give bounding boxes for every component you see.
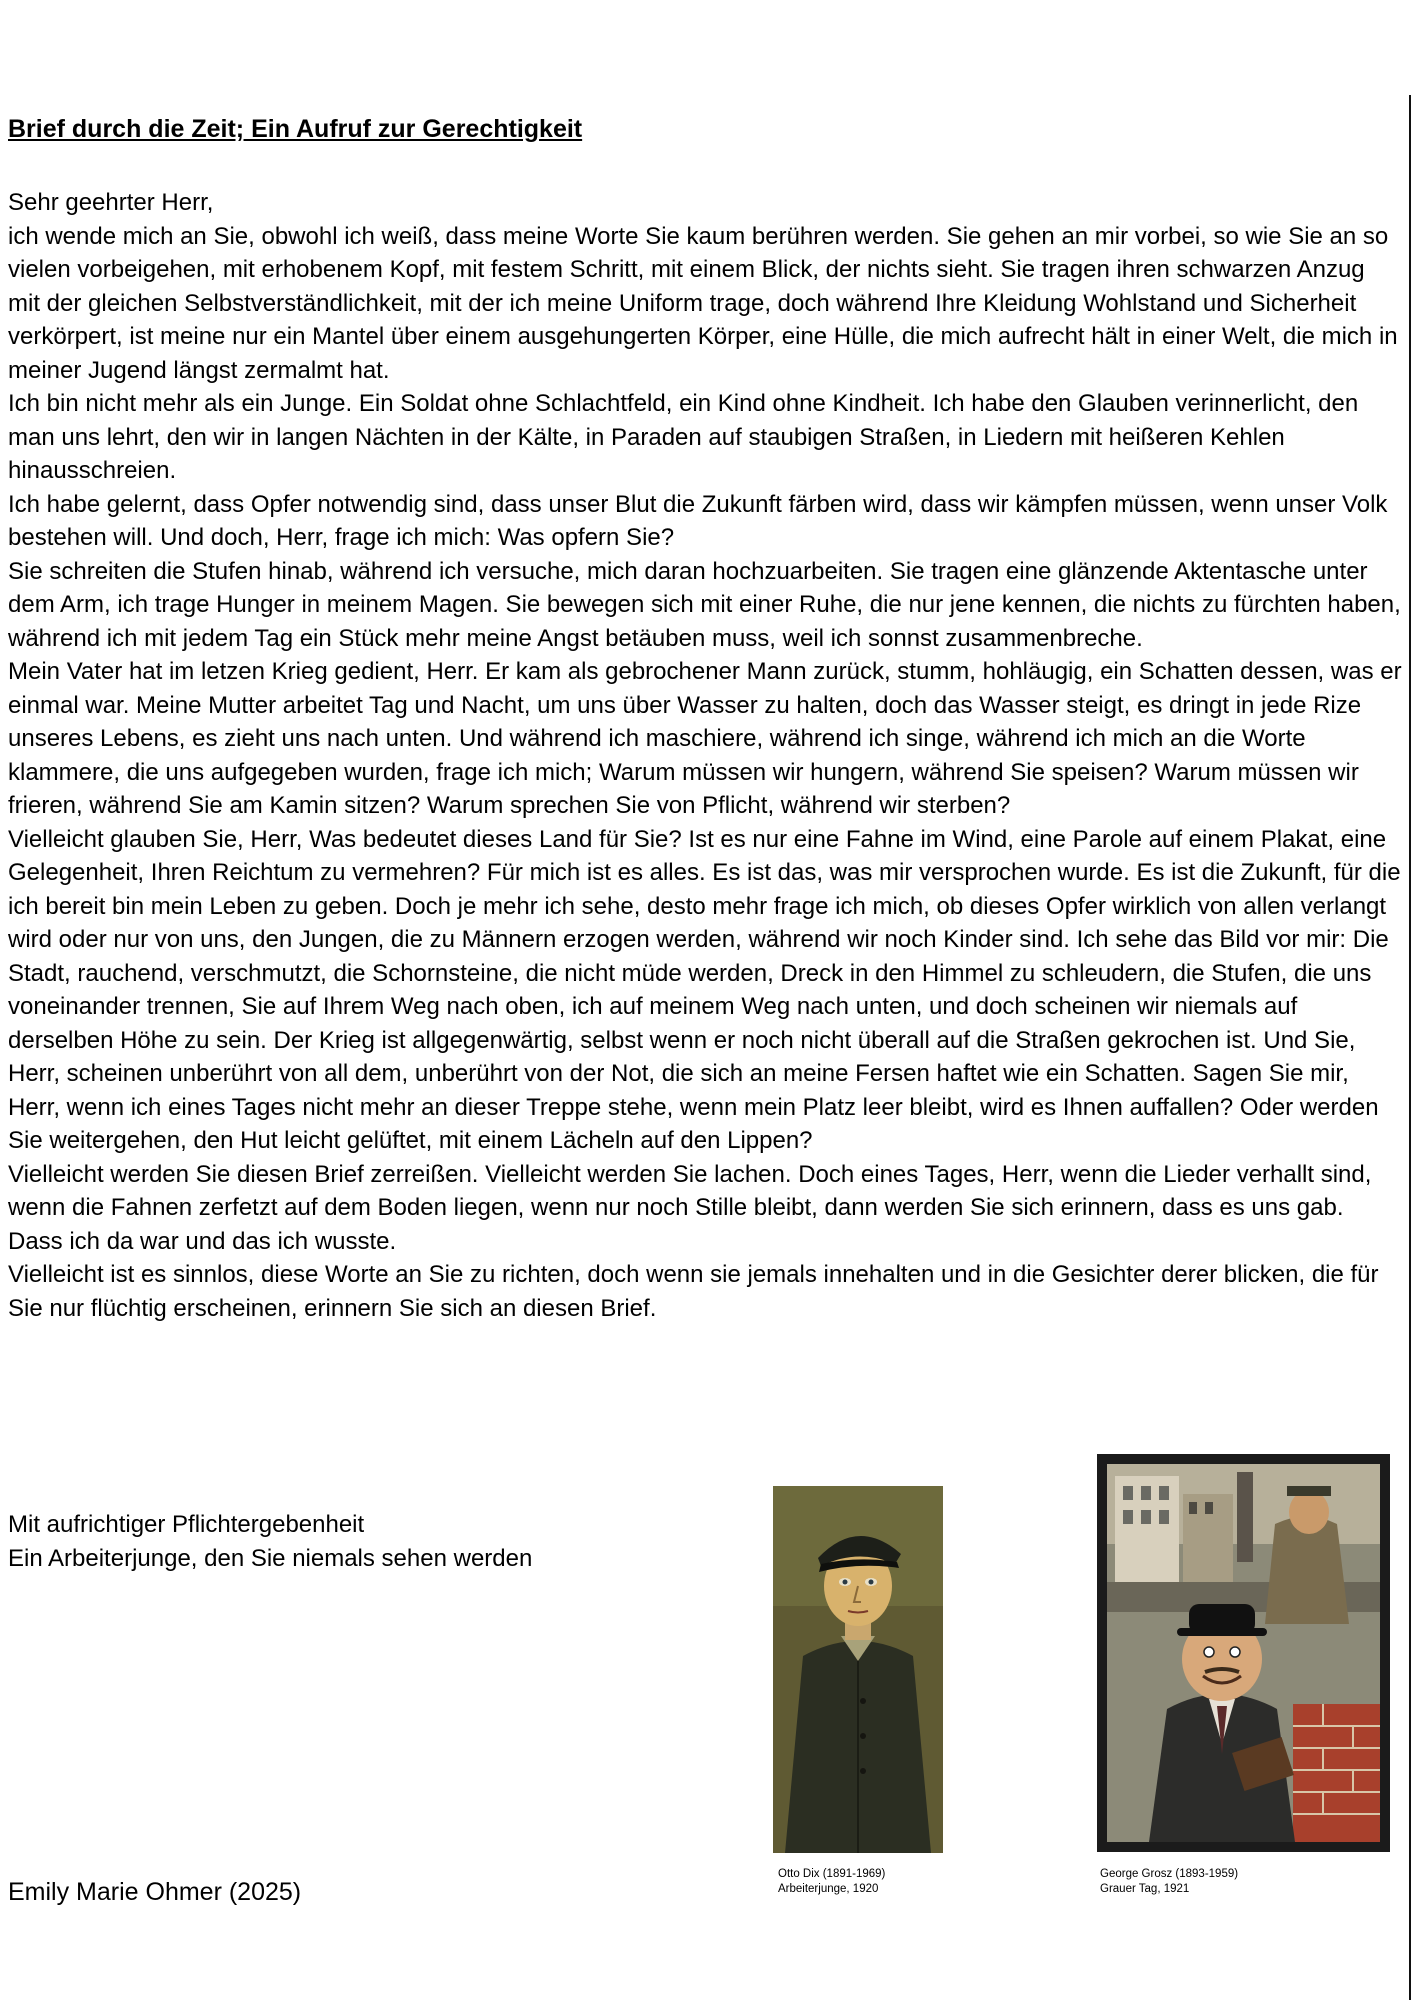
paragraph: Ich habe gelernt, dass Opfer notwendig sind, dass unser Blut die Zukunft färben wird, dass wir kämpfen müssen, wenn unser Volk bestehen will. Und doch, Herr, frage ich mich: Was opfern Sie? bbox=[8, 490, 1388, 551]
paragraph: ich wende mich an Sie, obwohl ich weiß, dass meine Worte Sie kaum berühren werden. Sie gehen an mir vorbei, so wie Sie an so vielen vorbeigehen, mit erhobenem Kopf, mit festem Schritt, mit einem Blick, der nichts sieht. Sie tragen ihren schwarzen Anzug mit der gleichen Selbstverständlichkeit, mit der ich meine Uniform trage, doch während Ihre Kleidung Wohlstand und Sicherheit verkörpert, ist meine nur ein Mantel über einem ausgehungerten Körper, eine Hülle, die mich aufrecht hält in einer Welt, die mich in meiner Jugend längst zermalmt hat. bbox=[8, 222, 1398, 384]
paragraph: Sie schreiten die Stufen hinab, während ich versuche, mich daran hochzuarbeiten. Sie tragen eine glänzende Aktentasche unter dem Arm, ich trage Hunger in meinem Magen. Sie bewegen sich mit einer Ruhe, die nur jene kennen, die nichts zu fürchten haben, während ich mit jedem Tag ein Stück mehr meine Angst betäuben muss, weil ich sonnst zusammenbreche. bbox=[8, 557, 1401, 652]
paragraph: Mein Vater hat im letzen Krieg gedient, Herr. Er kam als gebrochener Mann zurück, stumm, hohläugig, ein Schatten dessen, was er einmal war. Meine Mutter arbeitet Tag und Nacht, um uns über Wasser zu halten, doch das Wasser steigt, es dringt in jede Rize unseres Lebens, es zieht uns nach unten. Und während ich maschiere, während ich singe, während ich mich an die Worte klammere, die uns aufgegeben wurden, frage ich mich; Warum müssen wir hungern, während Sie speisen? Warum müssen wir frieren, während Sie am Kamin sitzen? Warum sprechen Sie von Pflicht, während wir sterben? bbox=[8, 658, 1402, 819]
caption-title: Arbeiterjunge, 1920 bbox=[778, 1883, 879, 1895]
caption-grosz bbox=[1100, 1867, 1238, 1897]
paragraph: Vielleicht werden Sie diesen Brief zerreißen. Vielleicht werden Sie lachen. Doch eines Tages, Herr, wenn die Lieder verhallt sind, wenn die Fahnen zerfetzt auf dem Boden liegen, wenn nur noch Stille bleibt, dann werden Sie sich erinnern, dass es uns gab. Dass ich da war und das ich wusste. bbox=[8, 1160, 1372, 1255]
document-title: Brief durch die Zeit; Ein Aufruf zur Gerechtigkeit bbox=[8, 115, 583, 143]
page-edge-divider bbox=[1409, 95, 1411, 2000]
salutation: Sehr geehrter Herr, bbox=[8, 189, 214, 216]
caption-artist: Otto Dix (1891-1969) bbox=[778, 1868, 886, 1880]
closing-line: Mit aufrichtiger Pflichtergebenheit bbox=[8, 1511, 365, 1538]
letter-closing bbox=[8, 1508, 532, 1575]
paragraph: Vielleicht glauben Sie, Herr, Was bedeutet dieses Land für Sie? Ist es nur eine Fahne im Wind, eine Parole auf einem Plakat, eine Gelegenheit, Ihren Reichtum zu vermehren? Für mich ist es alles. Es ist das, was mir versprochen wurde. Es ist die Zukunft, für die ich bereit bin mein Leben zu geben. Doch je mehr ich sehe, desto mehr frage ich mich, ob dieses Opfer wirklich von allen verlangt wird oder nur von uns, den Jungen, die zu Männern erzogen werden, während wir noch Kinder sind. Ich sehe das Bild vor mir: Die Stadt, rauchend, verschmutzt, die Schornsteine, die nicht müde werden, Dreck in den Himmel zu schleudern, die Stufen, die uns voneinander trennen, Sie auf Ihrem Weg nach oben, ich auf meinem Weg nach unten, und doch scheinen wir niemals auf derselben Höhe zu sein. Der Krieg ist allgegenwärtig, selbst wenn er noch nicht überall auf die Straßen gekrochen ist. Und Sie, Herr, scheinen unberührt von all dem, unberührt von der Not, die sich an meine Fersen haftet wie ein Schatten. Sagen Sie mir, Herr, wenn ich eines Tages nicht mehr an dieser Treppe stehe, wenn mein Platz leer bleibt, wird es Ihnen auffallen? Oder werden Sie weitergehen, den Hut leicht gelüftet, mit einem Lächeln auf den Lippen? bbox=[8, 825, 1401, 1154]
painting-arbeiterjunge-image bbox=[773, 1486, 943, 1853]
author-credit: Emily Marie Ohmer (2025) bbox=[8, 1878, 302, 1906]
paragraph: Vielleicht ist es sinnlos, diese Worte an Sie zu richten, doch wenn sie jemals innehalten und in die Gesichter derer blicken, die für Sie nur flüchtig erscheinen, erinnern Sie sich an diesen Brief. bbox=[8, 1261, 1379, 1322]
letter-body bbox=[8, 186, 1403, 1325]
paragraph: Ich bin nicht mehr als ein Junge. Ein Soldat ohne Schlachtfeld, ein Kind ohne Kindheit. Ich habe den Glauben verinnerlicht, den man uns lehrt, den wir in langen Nächten in der Kälte, in Paraden auf staubigen Straßen, in Liedern mit heißeren Kehlen hinausschreien. bbox=[8, 390, 1359, 484]
painting-grauer-tag-image bbox=[1097, 1454, 1390, 1852]
caption-title: Grauer Tag, 1921 bbox=[1100, 1883, 1190, 1895]
painting-arbeiterjunge-illustration bbox=[773, 1486, 943, 1853]
caption-artist: George Grosz (1893-1959) bbox=[1100, 1868, 1239, 1880]
painting-grauer-tag-illustration bbox=[1097, 1454, 1390, 1852]
caption-dix bbox=[778, 1867, 885, 1897]
signature-line: Ein Arbeiterjunge, den Sie niemals sehen werden bbox=[8, 1544, 533, 1572]
